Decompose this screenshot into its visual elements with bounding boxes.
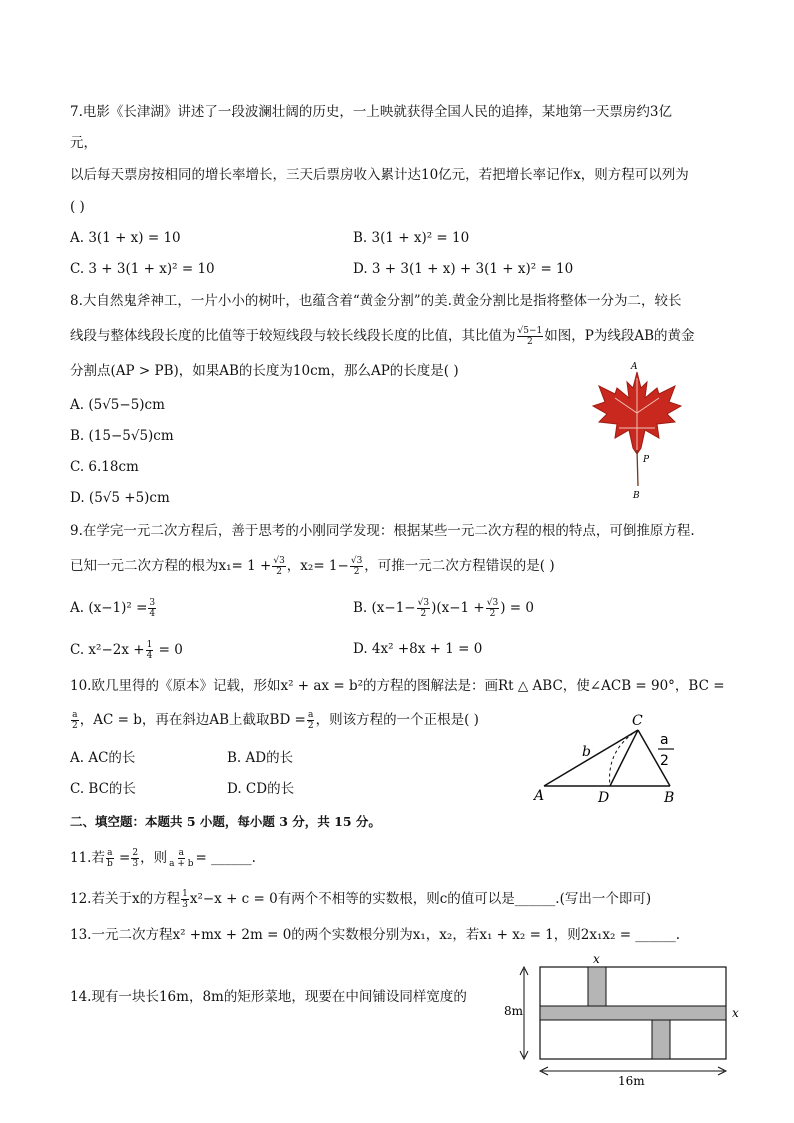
q7-option-a: A. 3(1 + x) = 10 [70, 230, 181, 246]
q12-text-pre: 12.若关于x的方程 [70, 891, 181, 907]
q9-option-c-text: C. x²−2x + [70, 642, 145, 658]
q10-bd-fraction: $\frac{a}{2}$ [307, 710, 314, 731]
q8-golden-ratio-fraction: $\frac{√5-1}{2}$ [517, 326, 543, 347]
q11-fraction-2-over-3: $\frac{2}{3}$ [132, 848, 139, 869]
q9-option-a-fraction: $\frac{3}{4}$ [149, 598, 156, 619]
q11-text-pre: 11.若 [70, 850, 105, 866]
q7-line3: 以后每天票房按相同的增长率增长，三天后票房收入累计达10亿元，若把增长率记作x，则方程可以列为 [70, 167, 689, 183]
q12-fraction: $\frac{1}{3}$ [182, 889, 188, 910]
q13-line: 13.一元二次方程x² +mx + 2m = 0的两个实数根分别为x₁，x₂，若x₁ + x₂ = 1，则2x₁x₂ = ______. [70, 927, 681, 943]
q9-line2 [70, 556, 555, 577]
q10-bc-fraction: $\frac{a}{2}$ [72, 710, 78, 731]
q8-option-a: A. (5√5−5)cm [70, 397, 165, 413]
road-vertical-top [588, 967, 606, 1006]
q8-line2-text-b: 如图，P为线段AB的黄金 [544, 328, 695, 344]
q9-root2-fraction: $\frac{√3}{2}$ [350, 556, 363, 577]
q11-fraction-target: $\frac{a}{a + b}$ [169, 848, 194, 869]
q10-line2-text-b: ，则该方程的一个正根是( ) [315, 712, 479, 728]
q8-line1: 8.大自然鬼斧神工，一片小小的树叶，也蕴含着“黄金分割”的美.黄金分割比是指将整体一分为二，较长 [70, 293, 682, 309]
q8-line3: 分割点(AP > PB)，如果AB的长度为10cm，那么AP的长度是( ) [70, 363, 459, 379]
q12-line [70, 889, 651, 910]
q9-option-c-fraction: $\frac{1}{4}$ [146, 640, 153, 661]
tri-label-d: D [598, 790, 610, 806]
q11-fraction-a-over-b: $\frac{a}{b}$ [106, 848, 113, 869]
tri-label-side-b: b [582, 744, 591, 760]
q9-option-b-fraction-2: $\frac{√3}{2}$ [486, 598, 499, 619]
tri-label-frac-den: 2 [660, 753, 669, 769]
q9-line2-text-a: 已知一元二次方程的根为x₁= 1 + [70, 558, 272, 574]
q9-line2-text-b: ，x₂= 1− [286, 558, 349, 574]
q9-line1: 9.在学完一元二次方程后，善于思考的小刚同学发现：根据某些一元二次方程的根的特点，可倒推原方程. [70, 523, 695, 539]
q7-line1: 7.电影《长津湖》讲述了一段波澜壮阔的历史，一上映就获得全国人民的追捧，某地第一天票房约3亿 [70, 104, 672, 120]
q11-text-post: = ______. [195, 850, 256, 866]
garden-label-x-right: x [732, 1006, 739, 1020]
maple-leaf-figure [585, 358, 695, 503]
leaf-stem [637, 450, 638, 486]
q9-option-b: B. (x−1− $\frac{√3}{2}$ )(x−1 + $\frac{√3}{2}$ ) = 0 [353, 598, 534, 619]
q10-line1: 10.欧几里得的《原本》记载，形如x² + ax = b²的方程的图解法是：画Rt △ ABC，使∠ACB = 90°，BC = [70, 678, 725, 694]
q9-option-b-fraction-1: $\frac{√3}{2}$ [417, 598, 430, 619]
tri-label-frac-num: a [660, 732, 669, 748]
q9-root1-fraction: $\frac{√3}{2}$ [273, 556, 285, 577]
garden-label-height: 8m [504, 1004, 524, 1018]
triangle-abc-figure [528, 710, 698, 806]
q11-text-mid: ，则 [140, 850, 168, 866]
q10-option-a: A. AC的长 [70, 750, 136, 766]
tri-label-b: B [664, 790, 675, 806]
road-horizontal [540, 1006, 726, 1020]
tri-label-a: A [534, 788, 545, 804]
q8-option-b: B. (15−5√5)cm [70, 428, 174, 444]
leaf-label-b: B [633, 491, 640, 501]
q9-option-a-text: A. (x−1)² = [70, 600, 148, 616]
q11-line: 11.若 $\frac{a}{b}$ = $\frac{2}{3}$ ，则 $\frac{a}{a + b}$ = ______. [70, 848, 256, 869]
q8-option-d: D. (5√5 +5)cm [70, 490, 170, 506]
q7-option-b: B. 3(1 + x)² = 10 [353, 230, 470, 246]
leaf-label-p: P [643, 455, 650, 465]
garden-label-x-top: x [593, 953, 600, 966]
q10-option-c: C. BC的长 [70, 781, 136, 797]
q14-line: 14.现有一块长16m，8m的矩形菜地，现要在中间铺设同样宽度的 [70, 989, 467, 1005]
q10-option-d: D. CD的长 [227, 781, 295, 797]
q10-line2-text-a: ，AC = b，再在斜边AB上截取BD = [79, 712, 306, 728]
q9-option-c: C. x²−2x + $\frac{1}{4}$ = 0 [70, 640, 183, 661]
q8-option-c: C. 6.18cm [70, 459, 139, 475]
q12-text-post: x²−x + c = 0有两个不相等的实数根，则c的值可以是______.(写出一个即可) [189, 891, 652, 907]
road-vertical-bottom [652, 1020, 670, 1059]
q9-line2-text-c: ，可推一元二次方程错误的是( ) [364, 558, 555, 574]
tri-label-c: C [632, 713, 643, 729]
q9-option-d: D. 4x² +8x + 1 = 0 [353, 641, 483, 657]
garden-label-width: 16m [618, 1074, 645, 1085]
q10-line2 [70, 710, 479, 731]
q7-option-c: C. 3 + 3(1 + x)² = 10 [70, 261, 215, 277]
q10-option-b: B. AD的长 [227, 750, 294, 766]
q9-option-a [70, 598, 157, 619]
q8-line2 [70, 326, 695, 347]
section-fill-in-blank-heading: 二、填空题：本题共 5 小题，每小题 3 分，共 15 分。 [70, 814, 381, 829]
q7-line4: ( ) [70, 199, 85, 215]
leaf-label-a: A [631, 362, 638, 372]
q7-option-d: D. 3 + 3(1 + x) + 3(1 + x)² = 10 [353, 261, 574, 277]
q9-option-b-text: B. (x−1− [353, 600, 416, 616]
garden-figure [500, 953, 750, 1085]
q8-line2-text-a: 线段与整体线段长度的比值等于较短线段与较长线段长度的比值，其比值为 [70, 328, 516, 344]
q7-line2: 元， [70, 135, 97, 151]
